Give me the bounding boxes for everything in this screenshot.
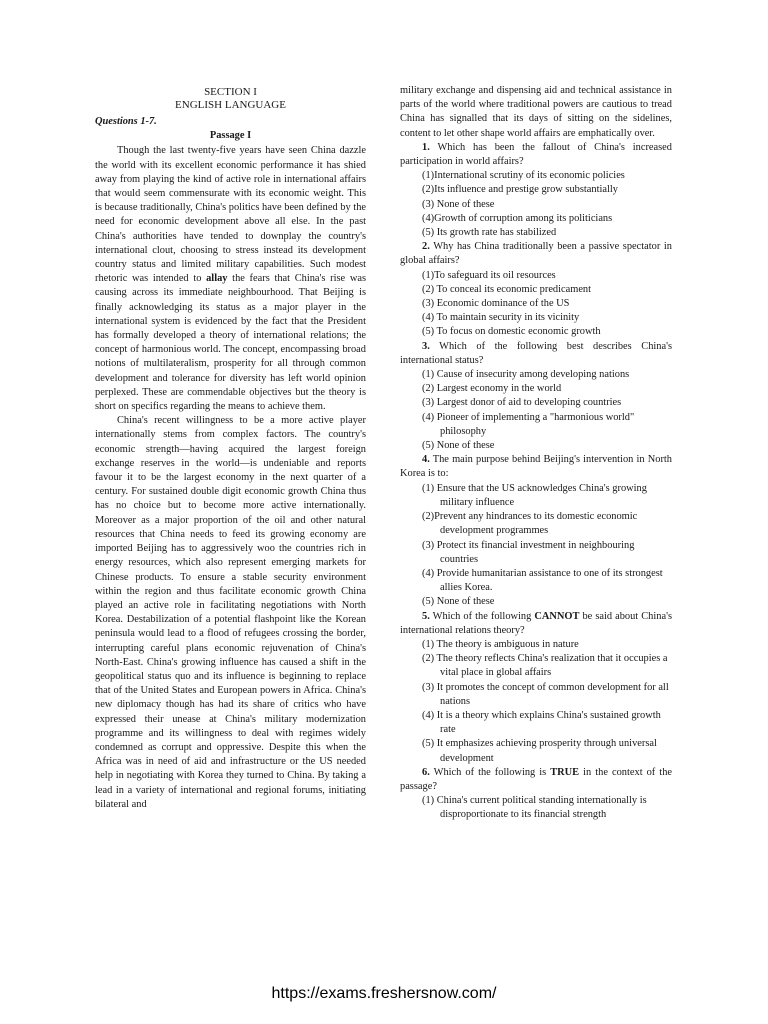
question-4 [400, 453, 672, 481]
questions-range: Questions 1-7. [95, 116, 157, 127]
option: (5) None of these [422, 440, 495, 452]
question-3 [400, 340, 672, 368]
option: (4) To maintain security in its vicinity [422, 312, 580, 324]
question-5-options [400, 638, 672, 766]
passage-text: the fears that China's rise was causing across its immediate neighbourhood. That Beijing is finally acknowledging its status as a major player in the international system is evidenced by the fact that the President has formally developed a theory of international relations; the concept of harmonious world. The concept, encompassing broad notions of multilateralism, prosperity for all through common development and tolerance for diversity has left world opinion perplexed. These are commendable objectives but the theory is short on specifics regarding the means to achieve them. [95, 273, 366, 413]
option: (3) Largest donor of aid to developing countries [422, 397, 622, 409]
question-6-options [400, 794, 672, 822]
question-stem: Which of the following best describes China's international status? [400, 340, 672, 366]
option: (4) It is a theory which explains China's sustained growth rate [422, 709, 661, 736]
option: (1) Ensure that the US acknowledges China's growing military influence [422, 482, 647, 508]
question-stem: The main purpose behind Beijing's intervention in North Korea is to: [400, 454, 672, 480]
question-stem: Which has been the fallout of China's increased participation in world affairs? [400, 141, 672, 168]
option: (2) To conceal its economic predicament [422, 283, 592, 295]
option: (3) It promotes the concept of common development for all nations [422, 681, 669, 707]
left-column [95, 86, 366, 812]
question-2 [400, 240, 672, 268]
option: (5) Its growth rate has stabilized [422, 227, 557, 239]
option: (1)To safeguard its oil resources [422, 269, 556, 281]
footer-url-link[interactable]: https://exams.freshersnow.com/ [271, 985, 497, 1002]
question-stem: Which of the following is [433, 766, 551, 778]
option: (1) Cause of insecurity among developing nations [422, 369, 630, 381]
option: (3) Protect its financial investment in neighbouring countries [422, 539, 635, 565]
option: (2) The theory reflects China's realization that it occupies a vital place in global affairs [422, 653, 668, 679]
question-stem: be said about China's international relations theory? [400, 610, 672, 636]
passage-paragraph-1 [95, 144, 366, 414]
question-4-options [400, 482, 672, 610]
question-3-options [400, 368, 672, 453]
option: (5) It emphasizes achieving prosperity through universal development [422, 738, 657, 764]
passage-paragraph-2: China's recent willingness to be a more active player internationally stems from complex factors. The country's economic strength—having acquired the largest foreign exchange reserves in the world—is undeniable and reports favour it to be the largest economy in the next quarter of a century. For sustained double digit economic growth China thus has no choice but to become more active internationally. Moreover as a major proportion of the oil and other natural resources that China needs to feed its growing economy are imported Beijing has to aggressively woo the countries rich in energy resources, which also represent emerging markets for Chinese products. To ensure a stable security environment within the region and thus facilitate economic growth China played an active role in facilitating negotiations with North Korea. Destabilization of a potential flashpoint like the Korean peninsula would lead to a flood of refugees crossing the border, interrupting careful plans economic rejuvenation of China's North-East. China's growing influence has caused a shift in the geopolitical status quo and its influence is beginning to replace that of the United States and European powers in Africa. China's new diplomacy though has had its share of critics who have expressed their unease at China's military modernization programme and its willingness to deal with regimes widely condemned as corrupt and oppressive. Despite this when the Africa was in need of aid and infrastructure or the US needed help in negotiating with Korea they turned to China. By taking a lead in a variety of international and regional forums, initiating bilateral and [95, 415, 366, 810]
option: (3) None of these [422, 198, 495, 210]
question-stem: Why has China traditionally been a passive spectator in global affairs? [400, 241, 672, 267]
option: (4)Growth of corruption among its politicians [422, 212, 613, 224]
section-title: SECTION I [204, 86, 257, 98]
passage-text: Though the last twenty-five years have seen China dazzle the world with its excellent economic performance it has shied away from playing the kind of active role in international affairs that would seem commensurate with its economic weight. This is because traditionally, China's politics have been defined by the need for economic development above all else. In the past China's authorities have tended to downplay the country's international clout, choosing to stress instead its development country status and limited military capabilities. Such modest rhetoric was intended to [95, 145, 366, 285]
option: (3) Economic dominance of the US [422, 298, 570, 310]
section-subtitle: ENGLISH LANGUAGE [175, 99, 286, 111]
question-keyword: TRUE [550, 766, 580, 778]
option: (4) Provide humanitarian assistance to one of its strongest allies Korea. [422, 567, 663, 594]
option: (1) The theory is ambiguous in nature [422, 638, 579, 650]
question-6 [400, 766, 672, 794]
option: (4) Pioneer of implementing a "harmonious world" philosophy [422, 411, 635, 437]
option: (1) China's current political standing internationally is disproportionate to its financial strength [422, 795, 647, 821]
question-number: 5. [422, 610, 430, 622]
question-number: 1. [422, 141, 430, 153]
question-number: 6. [422, 766, 430, 778]
question-5 [400, 610, 672, 638]
option: (1)International scrutiny of its economic policies [422, 170, 625, 182]
option: (5) To focus on domestic economic growth [422, 326, 601, 338]
option: (2)Its influence and prestige grow substantially [422, 184, 618, 196]
option: (2)Prevent any hindrances to its domestic economic development programmes [422, 511, 638, 537]
option: (2) Largest economy in the world [422, 383, 562, 395]
passage-paragraph-2-continued: military exchange and dispensing aid and technical assistance in parts of the world where traditional powers are cautious to tread China has signalled that its days of sitting on the sidelines, content to let other shape world affairs are emphatically over. [400, 85, 672, 139]
question-number: 3. [422, 340, 430, 352]
question-stem: Which of the following [432, 610, 535, 622]
question-1 [400, 141, 672, 169]
question-number: 2. [422, 241, 430, 253]
question-keyword: CANNOT [534, 610, 580, 622]
question-number: 4. [422, 454, 430, 466]
question-1-options [400, 169, 672, 240]
question-2-options [400, 269, 672, 340]
passage-bold-word: allay [206, 273, 228, 285]
option: (5) None of these [422, 596, 495, 608]
question-stem: in the context of the passage? [400, 766, 673, 792]
right-column [400, 84, 672, 823]
passage-title: Passage I [209, 130, 252, 142]
